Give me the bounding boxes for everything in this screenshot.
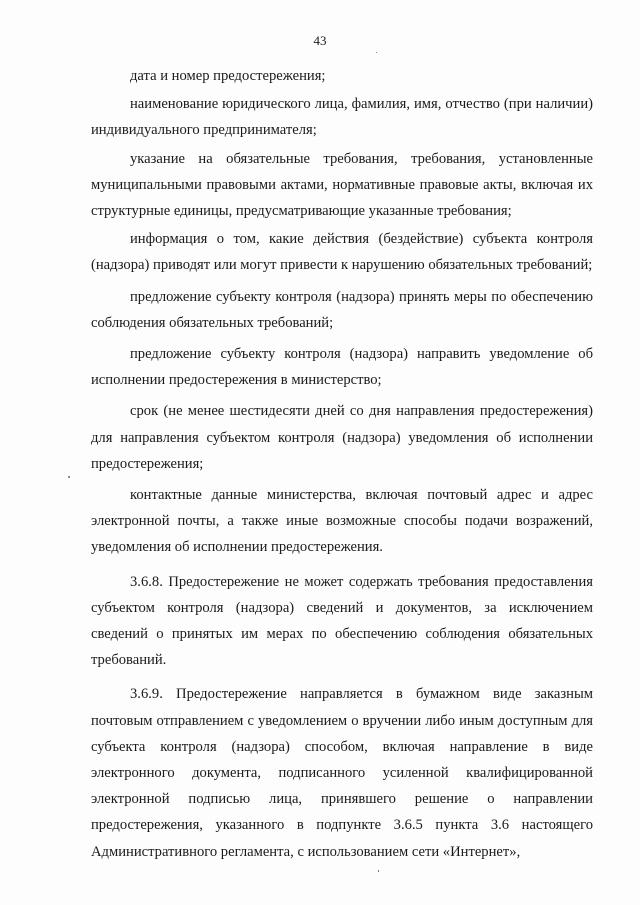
- paragraph-measures-proposal: предложение субъекту контроля (надзора) принять меры по обеспечению соблюдения обязательных требований;: [91, 288, 593, 331]
- paragraph-notification-proposal: предложение субъекту контроля (надзора) направить уведомление об исполнении предостережения в министерство;: [91, 346, 593, 389]
- paragraph-contact-details: контактные данные министерства, включая почтовый адрес и адрес электронной почты, а также иные возможные способы подачи возражений, уведомления об исполнении предостережения.: [91, 487, 593, 556]
- paragraph-section-3-6-9: 3.6.9. Предостережение направляется в бумажном виде заказным почтовым отправлением с уведомлением о вручении либо иным доступным для субъекта контроля (надзора) способом, включая направление в виде электронного документа, подписанного усиленной квалифицированной электронной подписью лица, принявшего решение о направлении предостережения, указанного в подпункте 3.6.5 пункта 3.6 настоящего Административного регламента, с использованием сети «Интернет»,: [91, 686, 593, 860]
- scan-speck: [376, 52, 377, 53]
- paragraph-section-3-6-8: 3.6.8. Предостережение не может содержать требования предоставления субъектом контроля (надзора) сведений и документов, за исключением сведений о принятых им мерах по обеспечению соблюдения обязательных требований.: [91, 573, 593, 669]
- paragraph-warning-date: дата и номер предостережения;: [130, 68, 326, 84]
- page-number: 43: [313, 33, 327, 48]
- paragraph-deadline: срок (не менее шестидесяти дней со дня направления предостережения) для направления субъектом контроля (надзора) уведомления об исполнении предостережения;: [91, 403, 593, 472]
- document-body: [91, 63, 593, 865]
- paragraph-entity-name: наименование юридического лица, фамилия, имя, отчество (при наличии) индивидуального предпринимателя;: [91, 96, 593, 139]
- paragraph-requirements: указание на обязательные требования, требования, установленные муниципальными правовыми актами, нормативные правовые акты, включая их структурные единицы, предусматривающие указанные требования;: [91, 150, 593, 220]
- scan-speck: [378, 870, 379, 872]
- scan-speck: [68, 476, 70, 478]
- paragraph-violation-info: информация о том, какие действия (бездействие) субъекта контроля (надзора) приводят или могут привести к нарушению обязательных требований;: [91, 231, 593, 274]
